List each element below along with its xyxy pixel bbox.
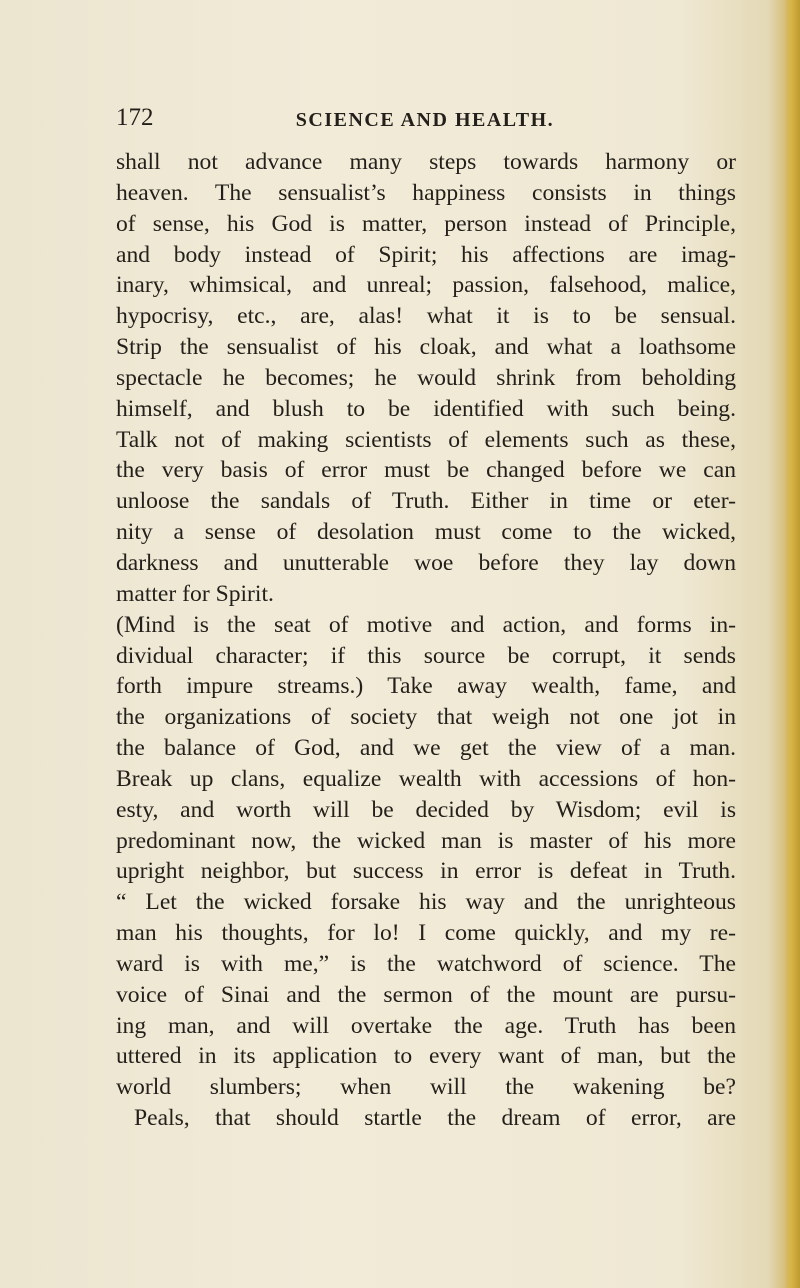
page-number: 172 xyxy=(116,104,154,131)
text-line: man his thoughts, for lo! I come quickly, and my re- xyxy=(116,920,736,947)
text-line: upright neighbor, but success in error is defeat in Truth. xyxy=(116,858,736,885)
text-line: unloose the sandals of Truth. Either in time or eter- xyxy=(116,488,736,515)
text-line: uttered in its application to every want of man, but the xyxy=(116,1043,736,1070)
text-line: inary, whimsical, and unreal; passion, falsehood, malice, xyxy=(116,272,736,299)
text-line: Talk not of making scientists of elements such as these, xyxy=(116,426,736,453)
text-line: forth impure streams.) Take away wealth, fame, and xyxy=(116,673,736,700)
text-line: the very basis of error must be changed before we can xyxy=(116,457,736,484)
text-line: the organizations of society that weigh not one jot in xyxy=(116,704,736,731)
text-line: “ Let the wicked forsake his way and the unrighteous xyxy=(116,889,736,916)
text-line: matter for Spirit. xyxy=(116,580,274,607)
text-line: (Mind is the seat of motive and action, and forms in- xyxy=(116,611,736,638)
text-line: predominant now, the wicked man is master of his more xyxy=(116,827,736,854)
text-line: dividual character; if this source be corrupt, it sends xyxy=(116,642,736,669)
page-header xyxy=(116,101,734,135)
text-line: shall not advance many steps towards harmony or xyxy=(116,149,736,175)
text-line: esty, and worth will be decided by Wisdom; evil is xyxy=(116,796,736,823)
text-line: ing man, and will overtake the age. Truth has been xyxy=(116,1012,736,1039)
text-line: Strip the sensualist of his cloak, and what a loathsome xyxy=(116,334,736,361)
text-line: Peals, that should startle the dream of error, are xyxy=(134,1105,736,1132)
text-line: world slumbers; when will the wakening be? xyxy=(116,1074,736,1101)
text-line: himself, and blush to be identified with such being. xyxy=(116,395,736,422)
text-line: darkness and unutterable woe before they lay down xyxy=(116,549,736,576)
text-line: ward is with me,” is the watchword of science. The xyxy=(116,950,736,977)
text-line: spectacle he becomes; he would shrink from beholding xyxy=(116,364,736,391)
text-line: the balance of God, and we get the view of a man. xyxy=(116,735,736,762)
text-line: of sense, his God is matter, person instead of Principle, xyxy=(116,210,736,237)
body-text xyxy=(116,147,736,1134)
text-line: and body instead of Spirit; his affections are imag- xyxy=(116,241,736,268)
text-line: voice of Sinai and the sermon of the mount are pursu- xyxy=(116,981,736,1008)
running-head: SCIENCE AND HEALTH. xyxy=(295,109,555,131)
text-line: heaven. The sensualist’s happiness consists in things xyxy=(116,179,736,206)
text-line: hypocrisy, etc., are, alas! what it is to be sensual. xyxy=(116,303,736,330)
text-line: Break up clans, equalize wealth with accessions of hon- xyxy=(116,765,736,792)
text-line: nity a sense of desolation must come to the wicked, xyxy=(116,519,736,546)
gilt-page-edge xyxy=(784,0,800,1288)
